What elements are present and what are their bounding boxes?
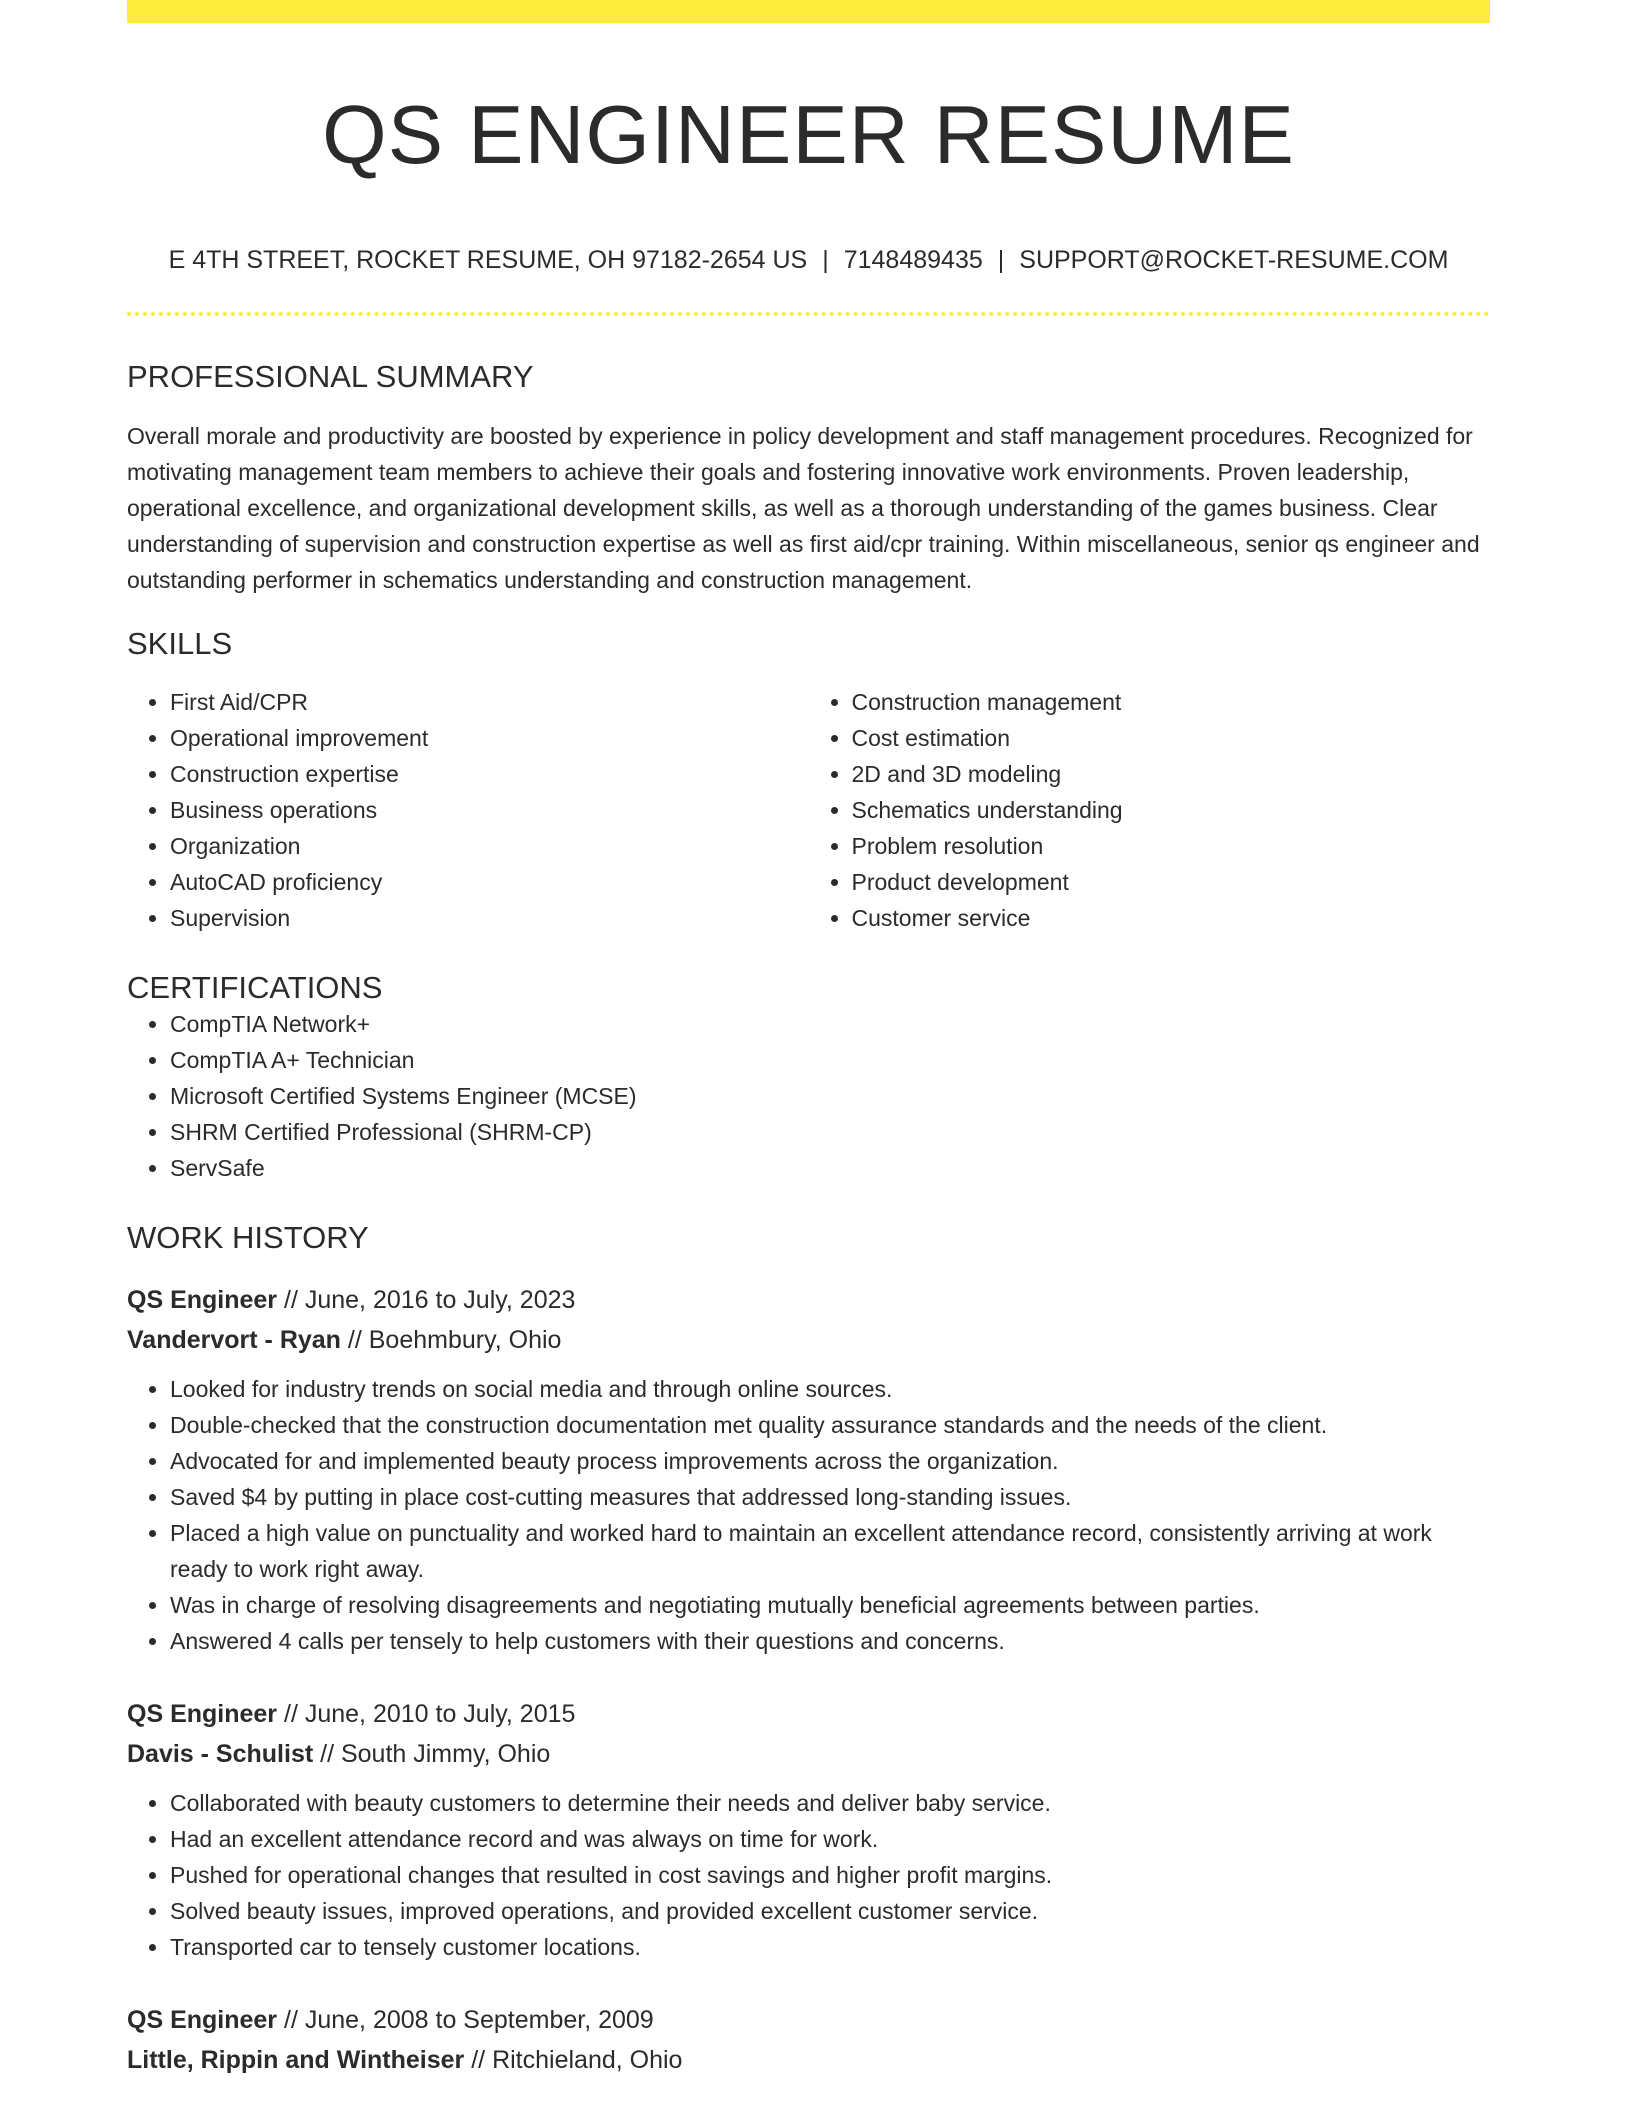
job-title-line [127,2000,1490,2040]
job-duty-item: • Collaborated with beauty customers to determine their needs and deliver baby service. [170,1785,1490,1821]
job-role: QS Engineer [127,1286,278,1314]
job-duty-item: • Saved $4 by putting in place cost-cutting measures that addressed long-standing issues. [170,1479,1490,1515]
skill-item: • Supervision [170,900,809,936]
skill-item: • Customer service [852,900,1491,936]
certification-item: • Microsoft Certified Systems Engineer (MCSE) [170,1078,1490,1114]
job-dates: // June, 2016 to July, 2023 [284,1286,576,1314]
job-duty-item: • Looked for industry trends on social media and through online sources. [170,1371,1490,1407]
skill-item: • Construction expertise [170,756,809,792]
skills-columns [127,684,1490,936]
work-history-heading: WORK HISTORY [127,1220,369,1255]
certification-item: • CompTIA A+ Technician [170,1042,1490,1078]
job-duty-item: • Pushed for operational changes that resulted in cost savings and higher profit margins. [170,1857,1490,1893]
job-title-line [127,1280,1490,1320]
job-entry [127,2000,1490,2080]
contact-email: SUPPORT@ROCKET-RESUME.COM [1019,246,1449,274]
summary-heading: PROFESSIONAL SUMMARY [127,359,534,394]
skill-item: • Cost estimation [852,720,1491,756]
certifications-heading: CERTIFICATIONS [127,970,383,1005]
skills-heading: SKILLS [127,626,233,661]
skill-item: • 2D and 3D modeling [852,756,1491,792]
certification-item: • SHRM Certified Professional (SHRM-CP) [170,1114,1490,1150]
resume-page [127,0,1490,2080]
summary-text: Overall morale and productivity are boosted by experience in policy development and staff management procedures. Recognized for motivating management team members to achieve their goals and fostering innovative work environments. Proven leadership, operational excellence, and organizational development skills, as well as a thorough understanding of the games business. Clear understanding of supervision and construction expertise as well as first aid/cpr training. Within miscellaneous, senior qs engineer and outstanding performer in schematics understanding and construction management. [127,423,1480,593]
job-location: // South Jimmy, Ohio [320,1740,551,1768]
job-entry [127,1280,1490,1659]
resume-title: QS ENGINEER RESUME [322,88,1295,181]
job-dates: // June, 2010 to July, 2015 [284,1700,576,1728]
job-duty-item: • Advocated for and implemented beauty process improvements across the organization. [170,1443,1490,1479]
job-dates: // June, 2008 to September, 2009 [284,2006,654,2034]
skill-item: • AutoCAD proficiency [170,864,809,900]
job-company: Davis - Schulist [127,1740,314,1768]
job-duties-list [127,1785,1490,1965]
certifications-list [127,1006,1490,1186]
work-history-list [127,1280,1490,2080]
skills-list-left [127,684,809,936]
job-title-line [127,1694,1490,1734]
skill-item: • First Aid/CPR [170,684,809,720]
job-company-line [127,1320,1490,1360]
skill-item: • Business operations [170,792,809,828]
top-accent-bar [127,0,1490,23]
job-duty-item: • Placed a high value on punctuality and worked hard to maintain an excellent attendance record, consistently arriving at work ready to work right away. [170,1515,1490,1587]
skill-item: • Construction management [852,684,1491,720]
certification-item: • ServSafe [170,1150,1490,1186]
job-duties-list [127,1371,1490,1659]
skill-item: • Schematics understanding [852,792,1491,828]
contact-separator: | [822,246,829,274]
contact-separator: | [997,246,1005,274]
job-duty-item: • Double-checked that the construction documentation met quality assurance standards and the needs of the client. [170,1407,1490,1443]
certification-item: • CompTIA Network+ [170,1006,1490,1042]
skill-item: • Product development [852,864,1491,900]
job-duty-item: • Transported car to tensely customer locations. [170,1929,1490,1965]
job-company-line [127,2040,1490,2080]
job-entry [127,1694,1490,1965]
job-role: QS Engineer [127,1700,278,1728]
contact-phone: 7148489435 [843,246,983,274]
skill-item: • Problem resolution [852,828,1491,864]
job-location: // Ritchieland, Ohio [471,2046,683,2074]
skill-item: • Operational improvement [170,720,809,756]
dotted-divider [127,312,1490,316]
job-company: Vandervort - Ryan [127,1326,341,1354]
contact-line [127,245,1490,275]
job-duty-item: • Was in charge of resolving disagreements and negotiating mutually beneficial agreements between parties. [170,1587,1490,1623]
job-location: // Boehmbury, Ohio [347,1326,562,1354]
contact-address: E 4TH STREET, ROCKET RESUME, OH 97182-2654 US [168,246,808,274]
skill-item: • Organization [170,828,809,864]
job-duty-item: • Solved beauty issues, improved operations, and provided excellent customer service. [170,1893,1490,1929]
job-company: Little, Rippin and Wintheiser [127,2046,465,2074]
job-duty-item: • Had an excellent attendance record and was always on time for work. [170,1821,1490,1857]
job-company-line [127,1734,1490,1774]
job-duty-item: • Answered 4 calls per tensely to help customers with their questions and concerns. [170,1623,1490,1659]
job-role: QS Engineer [127,2006,278,2034]
skills-list-right [809,684,1491,936]
